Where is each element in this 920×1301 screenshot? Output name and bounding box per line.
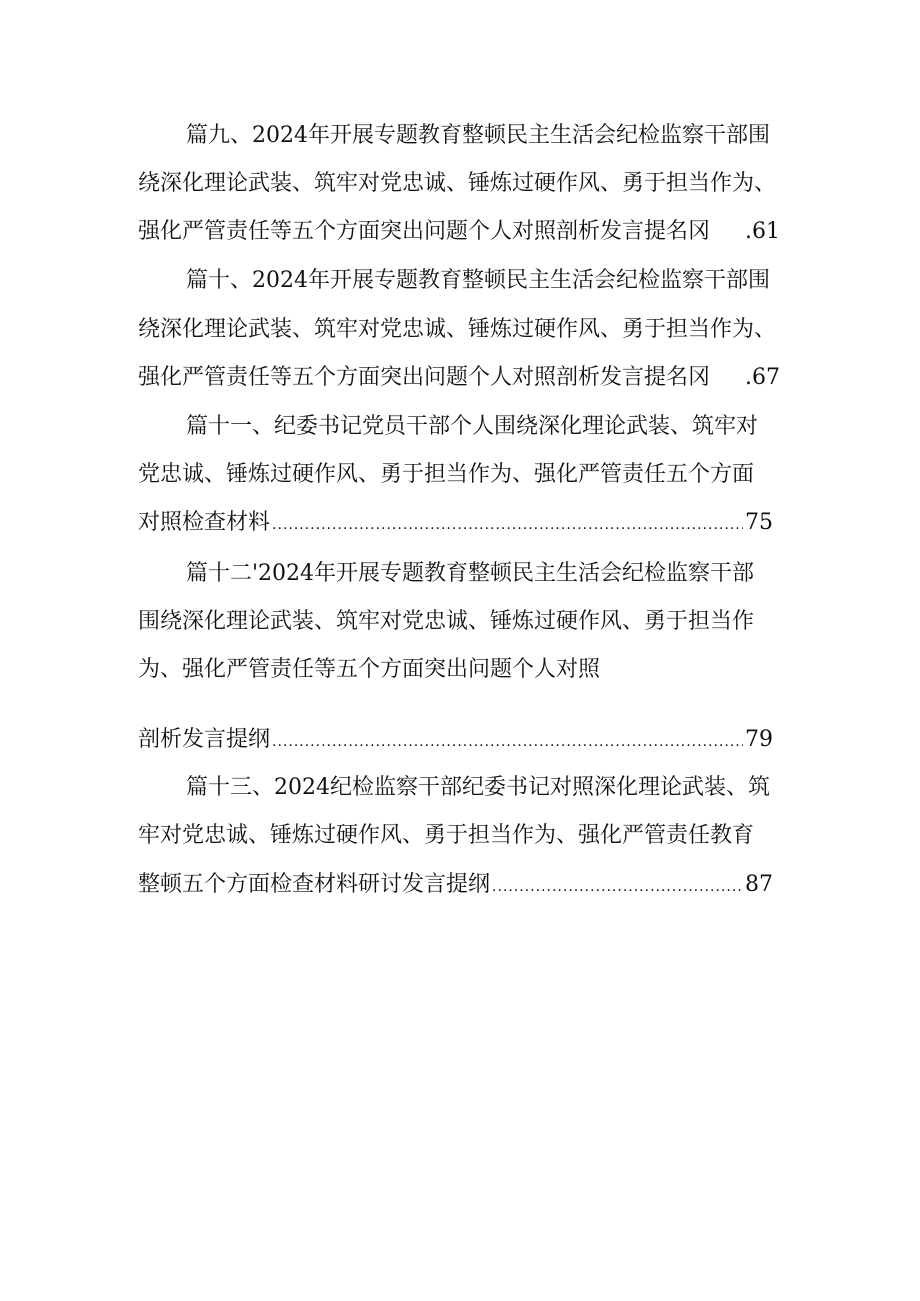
toc-entry-text: 对照检查材料 [138, 510, 271, 535]
toc-entry-10-line-1 [0, 257, 920, 305]
toc-entry-9-line-2 [0, 160, 920, 208]
toc-entry-9-line-1 [0, 112, 920, 160]
toc-page-number: 87 [745, 872, 773, 897]
toc-entry-text: 为、强化严管责任等五个方面突出问题个人对照 [138, 657, 601, 682]
toc-entry-12-line-1 [0, 550, 920, 598]
toc-entry-text: 篇十三、2024纪检监察干部纪委书记对照深化理论武装、筑 [186, 775, 770, 800]
toc-entry-11-line-2 [0, 451, 920, 499]
toc-entry-text: 围绕深化理论武装、筑牢对党忠诚、锤炼过硬作风、勇于担当作 [138, 609, 755, 634]
dot-leader [272, 501, 743, 549]
toc-entry-12-line-4[interactable] [138, 716, 773, 764]
toc-page-number: 75 [745, 510, 773, 535]
toc-page-number: 79 [745, 727, 773, 752]
toc-entry-9-line-3[interactable] [0, 208, 920, 256]
toc-entry-12-line-2 [0, 598, 920, 646]
toc-entry-text: 党忠诚、锤炼过硬作风、勇于担当作为、强化严管责任五个方面 [138, 462, 755, 487]
toc-entry-text: 篇十一、纪委书记党员干部个人围绕深化理论武装、筑牢对 [186, 414, 759, 439]
toc-entry-13-line-3[interactable] [138, 861, 773, 909]
dot-leader [492, 863, 743, 911]
toc-entry-10-line-2 [0, 306, 920, 354]
toc-entry-12-line-3 [0, 646, 920, 694]
toc-entry-text: 剖析发言提纲 [138, 727, 271, 752]
toc-entry-text: 篇九、2024年开展专题教育整顿民主生活会纪检监察干部围 [186, 123, 770, 148]
toc-entry-11-line-1 [0, 403, 920, 451]
toc-page-number: .61 [745, 219, 780, 244]
toc-entry-text: 牢对党忠诚、锤炼过硬作风、勇于担当作为、强化严管责任教育 [138, 823, 755, 848]
toc-entry-text: 强化严管责任等五个方面突出问题个人对照剖析发言提名冈 [138, 365, 711, 390]
toc-entry-10-line-3[interactable] [0, 354, 920, 402]
toc-entry-text: 篇十、2024年开展专题教育整顿民主生活会纪检监察干部围 [186, 268, 770, 293]
toc-entry-text: 整顿五个方面检查材料研讨发言提纲 [138, 872, 491, 897]
dot-leader [272, 718, 743, 766]
toc-entry-11-line-3[interactable] [138, 499, 773, 547]
toc-entry-text: 绕深化理论武装、筑牢对党忠诚、锤炼过硬作风、勇于担当作为、 [138, 317, 777, 342]
toc-entry-text: 强化严管责任等五个方面突出问题个人对照剖析发言提名冈 [138, 219, 711, 244]
toc-entry-text: 篇十二'2024年开展专题教育整顿民主生活会纪检监察干部 [186, 561, 755, 586]
toc-entry-13-line-2 [0, 812, 920, 860]
toc-entry-text: 绕深化理论武装、筑牢对党忠诚、锤炼过硬作风、勇于担当作为、 [138, 171, 777, 196]
toc-entry-13-line-1 [0, 764, 920, 812]
toc-page-number: .67 [745, 365, 780, 390]
